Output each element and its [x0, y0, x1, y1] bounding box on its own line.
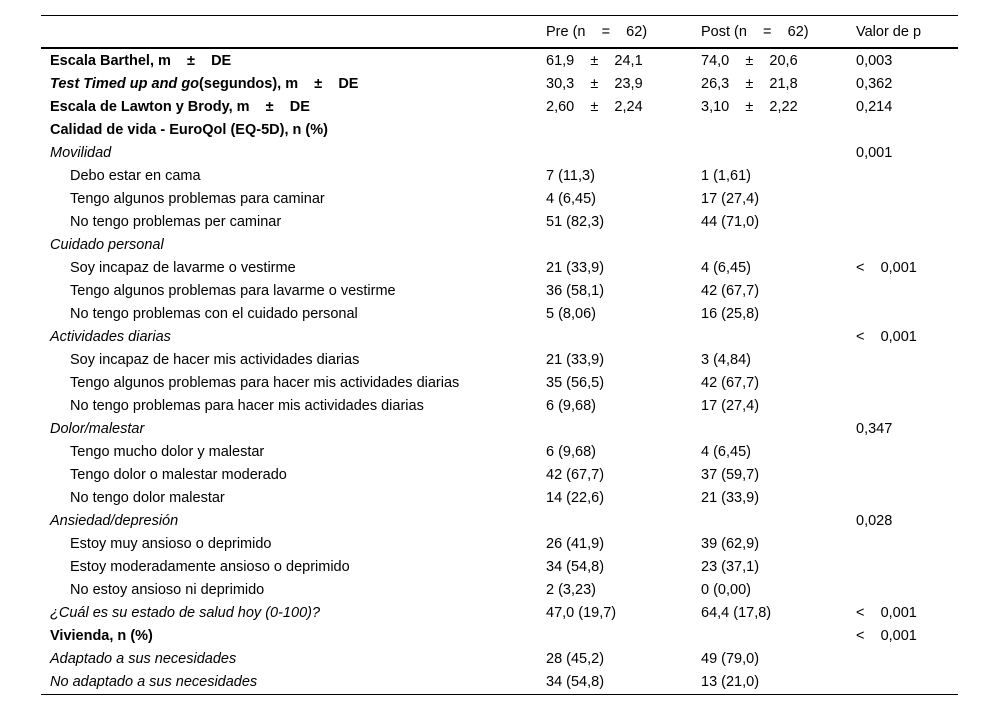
row-label-text: No tengo problemas para hacer mis actividades diarias [70, 398, 424, 414]
row-label-italic: Test Timed up and go [50, 76, 200, 92]
row-label-text: Debo estar en cama [70, 168, 201, 184]
row-label [50, 96, 310, 119]
row-label [70, 533, 272, 556]
row-label [50, 510, 178, 533]
table-row [41, 625, 958, 648]
header-pre: Pre (n = 62) [546, 24, 648, 40]
table-row [41, 165, 958, 188]
post-value: 1 (1,61) [701, 168, 751, 184]
row-label-text: Tengo algunos problemas para lavarme o vestirme [70, 283, 396, 299]
results-table [41, 15, 958, 695]
pre-value: 51 (82,3) [546, 214, 605, 230]
row-label [50, 648, 236, 671]
row-label-text: Soy incapaz de hacer mis actividades diarias [70, 352, 360, 368]
pre-value: 4 (6,45) [546, 191, 596, 207]
row-label [50, 671, 257, 694]
post-value: 74,0 ± 20,6 [701, 53, 798, 69]
pre-value: 47,0 (19,7) [546, 605, 617, 621]
post-value: 64,4 (17,8) [701, 605, 772, 621]
row-label [70, 395, 424, 418]
table-row [41, 257, 958, 280]
post-value: 23 (37,1) [701, 559, 760, 575]
row-label [50, 326, 171, 349]
row-label [70, 487, 225, 510]
pre-value: 61,9 ± 24,1 [546, 53, 643, 69]
row-label-text: No tengo problemas per caminar [70, 214, 282, 230]
post-value: 42 (67,7) [701, 375, 760, 391]
pre-value: 30,3 ± 23,9 [546, 76, 643, 92]
row-label-text: Ansiedad/depresión [50, 513, 179, 529]
pre-value: 6 (9,68) [546, 398, 596, 414]
row-label [70, 303, 358, 326]
table-row [41, 234, 958, 257]
row-label [70, 349, 359, 372]
row-label-text: Estoy muy ansioso o deprimido [70, 536, 272, 552]
post-value: 17 (27,4) [701, 398, 760, 414]
p-value: < 0,001 [856, 329, 917, 345]
row-label-text: Tengo dolor o malestar moderado [70, 467, 287, 483]
pre-value: 34 (54,8) [546, 559, 605, 575]
row-label-text: Dolor/malestar [50, 421, 145, 437]
row-label [70, 165, 201, 188]
table-row [41, 188, 958, 211]
row-label-text: No estoy ansioso ni deprimido [70, 582, 265, 598]
table-row [41, 50, 958, 73]
row-label [70, 556, 350, 579]
table-row [41, 142, 958, 165]
post-value: 4 (6,45) [701, 260, 751, 276]
post-value: 13 (21,0) [701, 674, 760, 690]
row-label-text: Movilidad [50, 145, 112, 161]
row-label-text: Vivienda, n (%) [50, 628, 153, 644]
row-label-text: Actividades diarias [50, 329, 171, 345]
row-label-text: Adaptado a sus necesidades [50, 651, 237, 667]
table-row [41, 349, 958, 372]
row-label-text: (segundos), m ± DE [199, 76, 359, 92]
row-label [50, 119, 328, 142]
p-value: 0,001 [856, 145, 893, 161]
table-row [41, 211, 958, 234]
pre-value: 6 (9,68) [546, 444, 596, 460]
pre-value: 2 (3,23) [546, 582, 596, 598]
row-label-text: Tengo algunos problemas para hacer mis actividades diarias [70, 375, 460, 391]
header-post: Post (n = 62) [701, 24, 809, 40]
pre-value: 21 (33,9) [546, 260, 605, 276]
post-value: 3 (4,84) [701, 352, 751, 368]
table-row [41, 326, 958, 349]
row-label-text: No adaptado a sus necesidades [50, 674, 258, 690]
p-value: < 0,001 [856, 628, 917, 644]
table-row [41, 96, 958, 119]
table-row [41, 602, 958, 625]
row-label [50, 142, 111, 165]
table-row [41, 464, 958, 487]
pre-value: 28 (45,2) [546, 651, 605, 667]
post-value: 3,10 ± 2,22 [701, 99, 798, 115]
table-row [41, 303, 958, 326]
pre-value: 14 (22,6) [546, 490, 605, 506]
table-header [41, 16, 958, 49]
row-label [50, 73, 358, 96]
table-body [41, 50, 958, 694]
header-p-value: Valor de p [856, 24, 922, 40]
post-value: 17 (27,4) [701, 191, 760, 207]
post-value: 44 (71,0) [701, 214, 760, 230]
post-value: 4 (6,45) [701, 444, 751, 460]
row-label [70, 441, 264, 464]
row-label [50, 418, 144, 441]
row-label [70, 372, 459, 395]
table-row [41, 579, 958, 602]
post-value: 0 (0,00) [701, 582, 751, 598]
pre-value: 42 (67,7) [546, 467, 605, 483]
row-label [70, 464, 287, 487]
pre-value: 2,60 ± 2,24 [546, 99, 643, 115]
row-label-text: No tengo problemas con el cuidado personal [70, 306, 358, 322]
post-value: 21 (33,9) [701, 490, 760, 506]
table-row [41, 119, 958, 142]
pre-value: 36 (58,1) [546, 283, 605, 299]
pre-value: 34 (54,8) [546, 674, 605, 690]
table-row [41, 73, 958, 96]
table-row [41, 280, 958, 303]
post-value: 42 (67,7) [701, 283, 760, 299]
table-row [41, 510, 958, 533]
row-label-text: No tengo dolor malestar [70, 490, 225, 506]
table-row [41, 418, 958, 441]
row-label [70, 257, 296, 280]
row-label [50, 625, 153, 648]
post-value: 39 (62,9) [701, 536, 760, 552]
table-row [41, 648, 958, 671]
p-value: 0,362 [856, 76, 893, 92]
table-row [41, 533, 958, 556]
row-label [70, 188, 325, 211]
row-label-text: Calidad de vida - EuroQol (EQ-5D), n (%) [50, 122, 328, 138]
pre-value: 7 (11,3) [546, 168, 595, 184]
table-row [41, 395, 958, 418]
row-label [50, 50, 231, 73]
p-value: 0,028 [856, 513, 893, 529]
post-value: 37 (59,7) [701, 467, 760, 483]
p-value: 0,003 [856, 53, 893, 69]
table-row [41, 487, 958, 510]
p-value: 0,347 [856, 421, 893, 437]
row-label [70, 579, 264, 602]
p-value: < 0,001 [856, 260, 917, 276]
row-label-text: ¿Cuál es su estado de salud hoy (0-100)? [50, 605, 321, 621]
row-label-text: Estoy moderadamente ansioso o deprimido [70, 559, 350, 575]
post-value: 26,3 ± 21,8 [701, 76, 798, 92]
table-row [41, 372, 958, 395]
row-label [50, 234, 164, 257]
row-label-text: Escala Barthel, m ± DE [50, 53, 232, 69]
row-label [70, 280, 396, 303]
row-label [70, 211, 281, 234]
post-value: 16 (25,8) [701, 306, 760, 322]
pre-value: 26 (41,9) [546, 536, 605, 552]
row-label-text: Tengo mucho dolor y malestar [70, 444, 265, 460]
pre-value: 35 (56,5) [546, 375, 605, 391]
row-label-text: Escala de Lawton y Brody, m ± DE [50, 99, 310, 115]
post-value: 49 (79,0) [701, 651, 760, 667]
pre-value: 5 (8,06) [546, 306, 596, 322]
row-label [50, 602, 320, 625]
table-row [41, 671, 958, 694]
pre-value: 21 (33,9) [546, 352, 605, 368]
p-value: 0,214 [856, 99, 893, 115]
row-label-text: Cuidado personal [50, 237, 164, 253]
row-label-text: Soy incapaz de lavarme o vestirme [70, 260, 296, 276]
row-label-text: Tengo algunos problemas para caminar [70, 191, 325, 207]
table-row [41, 556, 958, 579]
p-value: < 0,001 [856, 605, 917, 621]
table-row [41, 441, 958, 464]
